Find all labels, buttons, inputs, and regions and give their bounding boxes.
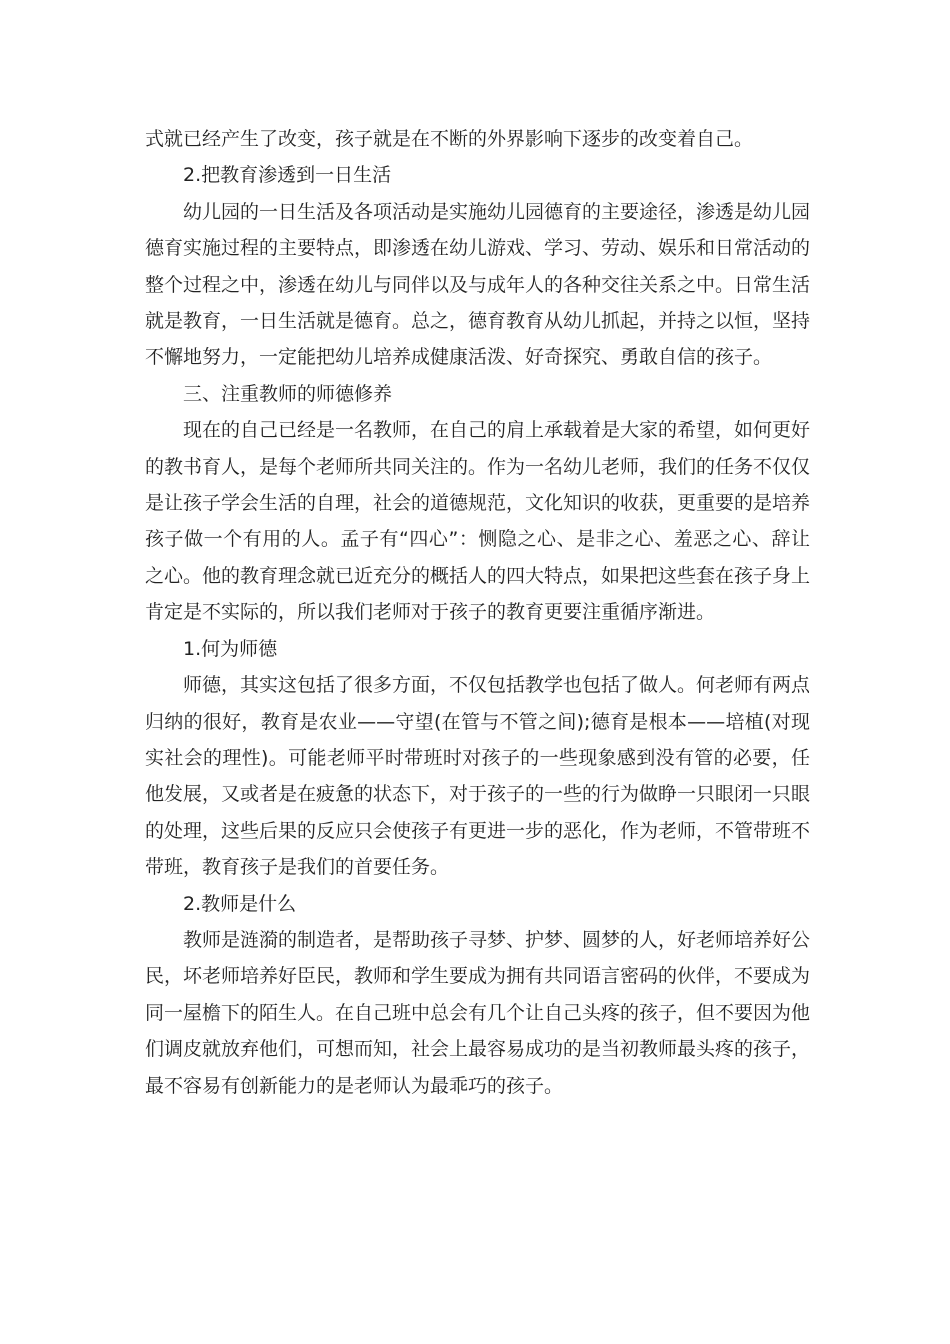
paragraph-teacher-ethics: 现在的自己已经是一名教师，在自己的肩上承载着是大家的希望，如何更好的教书育人，是每个老师所共同关注的。作为一名幼儿老师，我们的任务不仅仅是让孩子学会生活的自理，社会的道德规范，文化知识的收获，更重要的是培养孩子做一个有用的人。孟子有“四心”：恻隐之心、是非之心、羞恶之心、辞让之心。他的教育理念就已近充分的概括人的四大特点，如果把这些套在孩子身上肯定是不实际的，所以我们老师对于孩子的教育更要注重循序渐进。 xyxy=(145,419,811,624)
document-page xyxy=(145,121,810,1104)
subheading-what-is-ethics: 1.何为师德 xyxy=(183,637,278,660)
paragraph-continuation: 式就已经产生了改变，孩子就是在不断的外界影响下逐步的改变着自己。 xyxy=(145,128,754,150)
paragraph-what-is-teacher: 教师是涟漪的制造者，是帮助孩子寻梦、护梦、圆梦的人，好老师培养好公民，坏老师培养好臣民，教师和学生要成为拥有共同语言密码的伙伴，不要成为同一屋檐下的陌生人。在自己班中总会有几个让自己头疼的孩子，但不要因为他们调皮就放弃他们，可想而知，社会上最容易成功的是当初教师最头疼的孩子，最不容易有创新能力的是老师认为最乖巧的孩子。 xyxy=(145,928,811,1097)
subheading-daily-life: 2.把教育渗透到一日生活 xyxy=(183,164,392,187)
paragraph-daily-life: 幼儿园的一日生活及各项活动是实施幼儿园德育的主要途径，渗透是幼儿园德育实施过程的主要特点，即渗透在幼儿游戏、学习、劳动、娱乐和日常活动的整个过程之中，渗透在幼儿与同伴以及与成年人的各种交往关系之中。日常生活就是教育，一日生活就是德育。总之，德育教育从幼儿抓起，并持之以恒，坚持不懈地努力，一定能把幼儿培养成健康活泼、好奇探究、勇敢自信的孩子。 xyxy=(145,200,811,369)
paragraph-what-is-ethics: 师德，其实这包括了很多方面，不仅包括教学也包括了做人。何老师有两点归纳的很好，教育是农业——守望(在管与不管之间);德育是根本——培植(对现实社会的理性)。可能老师平时带班时对孩子的一些现象感到没有管的必要，任他发展，又或者是在疲惫的状态下，对于孩子的一些的行为做睁一只眼闭一只眼的处理，这些后果的反应只会使孩子有更进一步的恶化，作为老师，不管带班不带班，教育孩子是我们的首要任务。 xyxy=(145,674,811,879)
subheading-what-is-teacher: 2.教师是什么 xyxy=(183,892,297,915)
section-heading-teacher-ethics: 三、注重教师的师德修养 xyxy=(183,382,393,405)
